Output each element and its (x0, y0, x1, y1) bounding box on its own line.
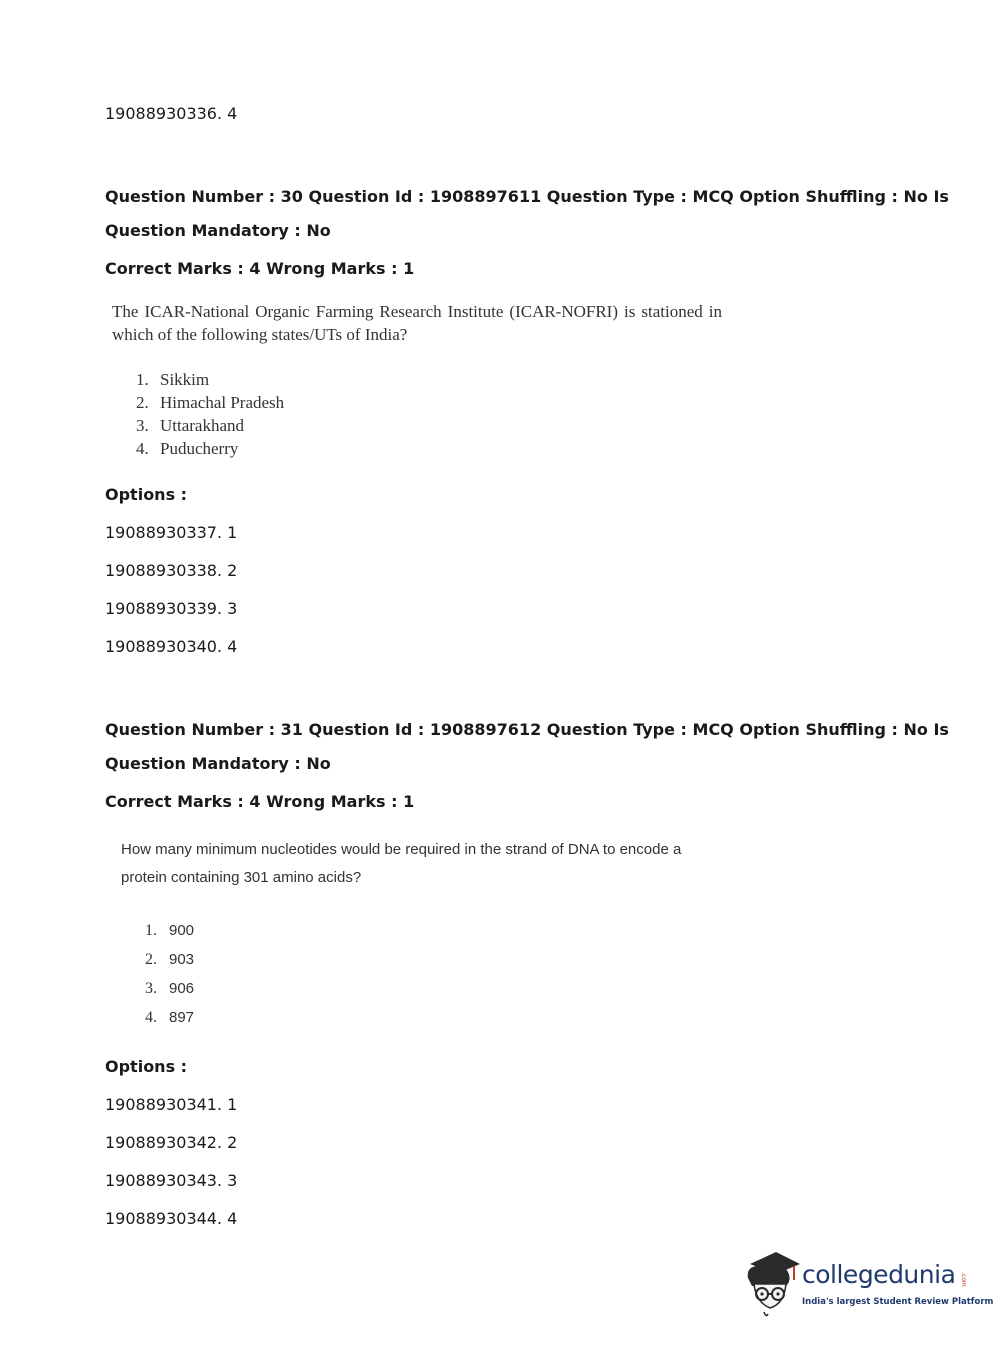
q31-header-line2: Question Mandatory : No (105, 754, 331, 773)
q31-option-4: 19088930344. 4 (105, 1209, 238, 1228)
q31-header-line1: Question Number : 31 Question Id : 1908897612 Question Type : MCQ Option Shuffling : No Is (105, 720, 949, 739)
q30-marks: Correct Marks : 4 Wrong Marks : 1 (105, 259, 415, 278)
q31-option-1: 19088930341. 1 (105, 1095, 238, 1114)
q31-marks: Correct Marks : 4 Wrong Marks : 1 (105, 792, 415, 811)
q31-choice-3: 3. 906 (145, 980, 195, 997)
logo-wordmark: collegedunia (802, 1260, 956, 1289)
q30-option-2: 19088930338. 2 (105, 561, 238, 580)
q30-question-line1: The ICAR-National Organic Farming Research Institute (ICAR-NOFRI) is stationed in (112, 302, 722, 321)
mascot-icon (742, 1250, 802, 1320)
q30-choice-3: 3. Uttarakhand (136, 416, 245, 435)
logo-domain-suffix: .com (960, 1272, 967, 1287)
q30-option-3: 19088930339. 3 (105, 599, 238, 618)
q30-options-label: Options : (105, 485, 188, 504)
q31-option-2: 19088930342. 2 (105, 1133, 238, 1152)
q30-choices-list (136, 368, 284, 460)
q31-options-label: Options : (105, 1057, 188, 1076)
q31-option-3: 19088930343. 3 (105, 1171, 238, 1190)
q30-choice-2: 2. Himachal Pradesh (136, 393, 285, 412)
q31-choice-1: 1. 900 (145, 922, 195, 939)
q31-question-line1: How many minimum nucleotides would be required in the strand of DNA to encode a (121, 841, 682, 858)
q31-choices-list (145, 916, 194, 1032)
q30-option-4: 19088930340. 4 (105, 637, 238, 656)
q31-question-line2: protein containing 301 amino acids? (121, 869, 362, 886)
q30-question-text (112, 300, 722, 346)
collegedunia-logo (742, 1250, 994, 1320)
q30-header-line1: Question Number : 30 Question Id : 1908897611 Question Type : MCQ Option Shuffling : No Is (105, 187, 949, 206)
q30-option-1: 19088930337. 1 (105, 523, 238, 542)
q30-choice-4: 4. Puducherry (136, 439, 239, 458)
q31-choice-2: 2. 903 (145, 951, 195, 968)
q31-choice-4: 4. 897 (145, 1009, 195, 1026)
logo-tagline: India's largest Student Review Platform (802, 1297, 994, 1307)
q30-header-line2: Question Mandatory : No (105, 221, 331, 240)
q31-question-text (121, 836, 681, 892)
q30-choice-1: 1. Sikkim (136, 370, 210, 389)
previous-option-line: 19088930336. 4 (105, 104, 238, 123)
q30-question-line2: which of the following states/UTs of India? (112, 325, 408, 344)
